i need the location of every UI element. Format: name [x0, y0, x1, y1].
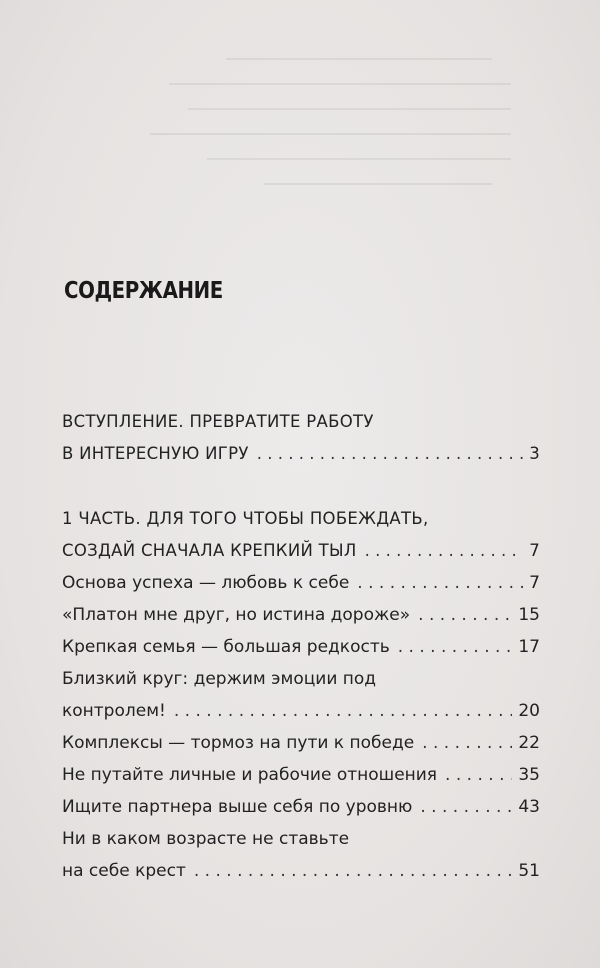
toc-entry-line2: на себе крест . . . 51: [62, 855, 540, 887]
toc-entry: Не путайте личные и рабочие отношения . . . 35: [62, 759, 540, 791]
leader-dots: [257, 438, 523, 470]
leader-dots: [365, 535, 524, 567]
table-of-contents: [62, 406, 540, 887]
leader-dots: [422, 727, 512, 759]
contents-heading: СОДЕРЖАНИЕ: [64, 278, 223, 304]
toc-intro-line1: ВСТУПЛЕНИЕ. ПРЕВРАТИТЕ РАБОТУ: [62, 412, 374, 431]
toc-entry: Комплексы — тормоз на пути к победе . . . 22: [62, 727, 540, 759]
toc-entry-line2: контролем! . . . 20: [62, 695, 540, 727]
show-through-text: [150, 58, 530, 248]
leader-dots: [174, 695, 513, 727]
toc-part1-line2: СОЗДАЙ СНАЧАЛА КРЕПКИЙ ТЫЛ . . . 7: [62, 535, 540, 567]
leader-dots: [420, 791, 512, 823]
page-number: 35: [518, 765, 540, 785]
toc-entry: Крепкая семья — большая редкость . . . 17: [62, 631, 540, 663]
page-number: 51: [518, 861, 540, 881]
leader-dots: [398, 631, 513, 663]
page-number: 17: [518, 637, 540, 657]
toc-entry: Основа успеха — любовь к себе . . . 7: [62, 567, 540, 599]
toc-entry: Ищите партнера выше себя по уровню . . . 43: [62, 791, 540, 823]
page-number: 20: [518, 701, 540, 721]
leader-dots: [194, 855, 513, 887]
toc-entry-line1: Ни в каком возрасте не ставьте: [62, 829, 350, 849]
toc-entry: «Платон мне друг, но истина дороже» . . . 15: [62, 599, 540, 631]
toc-entry-line1: Близкий круг: держим эмоции под: [62, 669, 377, 689]
page-number: 43: [518, 797, 540, 817]
page-number: 7: [529, 573, 540, 593]
page-number: 22: [518, 733, 540, 753]
toc-part1-line1: 1 ЧАСТЬ. ДЛЯ ТОГО ЧТОБЫ ПОБЕЖДАТЬ,: [62, 509, 429, 528]
leader-dots: [357, 567, 523, 599]
leader-dots: [418, 599, 512, 631]
leader-dots: [445, 759, 512, 791]
page-number: 15: [518, 605, 540, 625]
toc-intro-line2: В ИНТЕРЕСНУЮ ИГРУ . . . 3: [62, 438, 540, 470]
page-number: 7: [529, 541, 540, 560]
page-number: 3: [529, 444, 540, 463]
